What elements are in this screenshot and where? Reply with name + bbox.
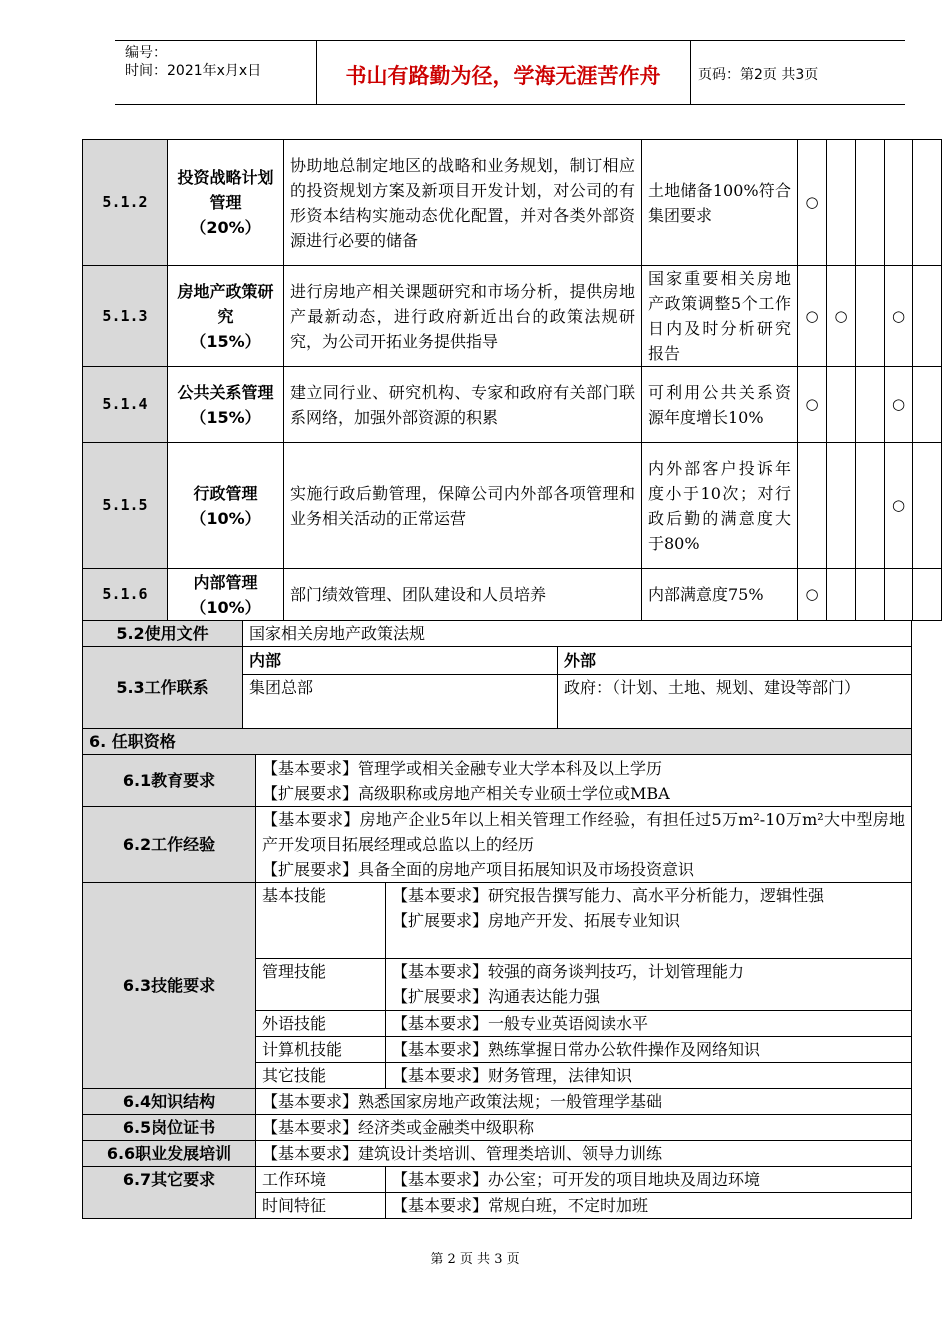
- training-basic: 【基本要求】建筑设计类培训、管理类培训、领导力训练: [256, 1141, 912, 1167]
- skill-name: 其它技能: [256, 1063, 386, 1089]
- experience-label: 6.2工作经验: [83, 807, 256, 883]
- skill-basic: 【基本要求】财务管理，法律知识: [386, 1063, 912, 1089]
- skill-basic: 【基本要求】研究报告撰写能力、高水平分析能力，逻辑性强: [392, 886, 825, 905]
- duty-weight: （15%）: [190, 407, 261, 427]
- other-label: 6.7其它要求: [83, 1167, 256, 1219]
- skill-extended: 【扩展要求】沟通表达能力强: [392, 987, 601, 1006]
- doc-number-label: 编号：: [125, 45, 167, 61]
- duty-description: 实施行政后勤管理，保障公司内外部各项管理和业务相关活动的正常运营: [284, 443, 642, 569]
- header-divider: [316, 40, 317, 104]
- duty-mark-cell: [798, 443, 827, 569]
- skill-name: 外语技能: [256, 1011, 386, 1037]
- duty-standard: 土地储备100%符合集团要求: [642, 140, 798, 266]
- education-label: 6.1教育要求: [83, 755, 256, 807]
- header-divider: [690, 40, 691, 104]
- duty-title: [168, 367, 284, 443]
- certificate-label: 6.5岗位证书: [83, 1115, 256, 1141]
- duty-standard: 内外部客户投诉年度小于10次；对行政后勤的满意度大于80%: [642, 443, 798, 569]
- duty-mark-cell: [913, 367, 942, 443]
- training-label: 6.6职业发展培训: [83, 1141, 256, 1167]
- education-extended: 【扩展要求】高级职称或房地产相关专业硕士学位或MBA: [262, 783, 670, 803]
- duty-mark-cell: ○: [885, 266, 913, 367]
- duty-mark-cell: [885, 140, 913, 266]
- contacts-label: 5.3工作联系: [83, 647, 243, 729]
- duty-row: [83, 140, 942, 266]
- duty-mark-cell: [856, 569, 885, 621]
- duty-row: [83, 569, 942, 621]
- duty-title: [168, 266, 284, 367]
- duty-standard: 内部满意度75%: [642, 569, 798, 621]
- duty-name: 房地产政策研究: [177, 281, 274, 326]
- duty-code: 5.1.3: [83, 266, 168, 367]
- skill-extended: 【扩展要求】房地产开发、拓展专业知识: [392, 911, 681, 930]
- other-name: 时间特征: [256, 1193, 386, 1219]
- contacts-internal-value: 集团总部: [243, 675, 558, 729]
- page-footer: 第 2 页 共 3 页: [430, 1252, 520, 1267]
- duty-weight: （20%）: [190, 218, 261, 237]
- qualifications-table: [82, 728, 912, 1219]
- duty-weight: （15%）: [190, 331, 261, 351]
- duty-mark-cell: [913, 266, 942, 367]
- duty-name: 投资战略计划管理: [177, 168, 274, 212]
- skill-name: 计算机技能: [256, 1037, 386, 1063]
- duty-mark-cell: [885, 569, 913, 621]
- duty-description: 部门绩效管理、团队建设和人员培养: [284, 569, 642, 621]
- duty-mark-cell: ○: [798, 569, 827, 621]
- duty-code: 5.1.4: [83, 367, 168, 443]
- other-basic: 【基本要求】常规白班，不定时加班: [386, 1193, 912, 1219]
- duty-description: 建立同行业、研究机构、专家和政府有关部门联系网络，加强外部资源的积累: [284, 367, 642, 443]
- duty-name: 内部管理: [193, 572, 258, 592]
- duty-title: [168, 443, 284, 569]
- contacts-external-value: 政府：（计划、土地、规划、建设等部门）: [558, 675, 912, 729]
- experience-requirements: [256, 807, 912, 883]
- skill-requirements: [386, 959, 912, 1011]
- docs-contacts-table: [82, 620, 912, 729]
- experience-extended: 【扩展要求】具备全面的房地产项目拓展知识及市场投资意识: [262, 860, 695, 879]
- duty-mark-cell: ○: [798, 367, 827, 443]
- duty-code: 5.1.2: [83, 140, 168, 266]
- duty-mark-cell: [913, 140, 942, 266]
- duty-title: [168, 140, 284, 266]
- duty-mark-cell: [856, 443, 885, 569]
- skill-requirements: [386, 883, 912, 959]
- skill-basic: 【基本要求】较强的商务谈判技巧，计划管理能力: [392, 962, 745, 981]
- duty-row: [83, 443, 942, 569]
- contacts-internal-header: 内部: [243, 647, 558, 675]
- knowledge-label: 6.4知识结构: [83, 1089, 256, 1115]
- duty-mark-cell: [856, 367, 885, 443]
- duty-description: 协助地总制定地区的战略和业务规划，制订相应的投资规划方案及新项目开发计划，对公司的有形资本结构实施动态优化配置，并对各类外部资源进行必要的储备: [284, 140, 642, 266]
- duty-weight: （10%）: [190, 508, 261, 528]
- header-bottom-rule: [115, 104, 905, 105]
- duty-mark-cell: [913, 569, 942, 621]
- duty-mark-cell: [827, 367, 856, 443]
- duty-standard: 国家重要相关房地产政策调整5个工作日内及时分析研究报告: [642, 266, 798, 367]
- documents-label: 5.2使用文件: [83, 621, 243, 647]
- experience-basic: 【基本要求】房地产企业5年以上相关管理工作经验，有担任过5万m²-10万m²大中型房地产开发项目拓展经理或总监以上的经历: [262, 810, 905, 854]
- duty-code: 5.1.5: [83, 443, 168, 569]
- qualifications-title: 6. 任职资格: [83, 729, 912, 755]
- documents-value: 国家相关房地产政策法规: [243, 621, 912, 647]
- duty-weight: （10%）: [190, 597, 261, 617]
- page-indicator: 页码：第2页 共3页: [698, 67, 819, 83]
- other-name: 工作环境: [256, 1167, 386, 1193]
- duty-mark-cell: [856, 140, 885, 266]
- skill-basic: 【基本要求】熟练掌握日常办公软件操作及网络知识: [386, 1037, 912, 1063]
- skills-label: 6.3技能要求: [83, 883, 256, 1089]
- header-motto: 书山有路勤为径，学海无涯苦作舟: [345, 64, 661, 88]
- duty-mark-cell: [827, 569, 856, 621]
- contacts-external-header: 外部: [558, 647, 912, 675]
- duty-standard: 可利用公共关系资源年度增长10%: [642, 367, 798, 443]
- duty-mark-cell: [913, 443, 942, 569]
- duty-mark-cell: ○: [827, 266, 856, 367]
- duty-mark-cell: ○: [798, 140, 827, 266]
- education-basic: 【基本要求】管理学或相关金融专业大学本科及以上学历: [262, 758, 663, 778]
- duties-table: [82, 139, 942, 621]
- knowledge-basic: 【基本要求】熟悉国家房地产政策法规；一般管理学基础: [256, 1089, 912, 1115]
- duty-name: 行政管理: [193, 483, 258, 503]
- doc-time-label: 时间：2021年x月x日: [125, 63, 262, 79]
- duty-mark-cell: ○: [885, 367, 913, 443]
- header-top-rule: [115, 40, 905, 41]
- certificate-basic: 【基本要求】经济类或金融类中级职称: [256, 1115, 912, 1141]
- other-basic: 【基本要求】办公室；可开发的项目地块及周边环境: [386, 1167, 912, 1193]
- skill-basic: 【基本要求】一般专业英语阅读水平: [386, 1011, 912, 1037]
- education-requirements: [256, 755, 912, 807]
- duty-mark-cell: ○: [885, 443, 913, 569]
- duty-mark-cell: [827, 443, 856, 569]
- duty-row: [83, 367, 942, 443]
- duty-mark-cell: ○: [798, 266, 827, 367]
- duty-title: [168, 569, 284, 621]
- duty-name: 公共关系管理: [177, 382, 274, 402]
- skill-name: 管理技能: [256, 959, 386, 1011]
- duty-code: 5.1.6: [83, 569, 168, 621]
- duty-mark-cell: [856, 266, 885, 367]
- skill-name: 基本技能: [256, 883, 386, 959]
- duty-mark-cell: [827, 140, 856, 266]
- duty-description: 进行房地产相关课题研究和市场分析，提供房地产最新动态，进行政府新近出台的政策法规研究，为公司开拓业务提供指导: [284, 266, 642, 367]
- duty-row: [83, 266, 942, 367]
